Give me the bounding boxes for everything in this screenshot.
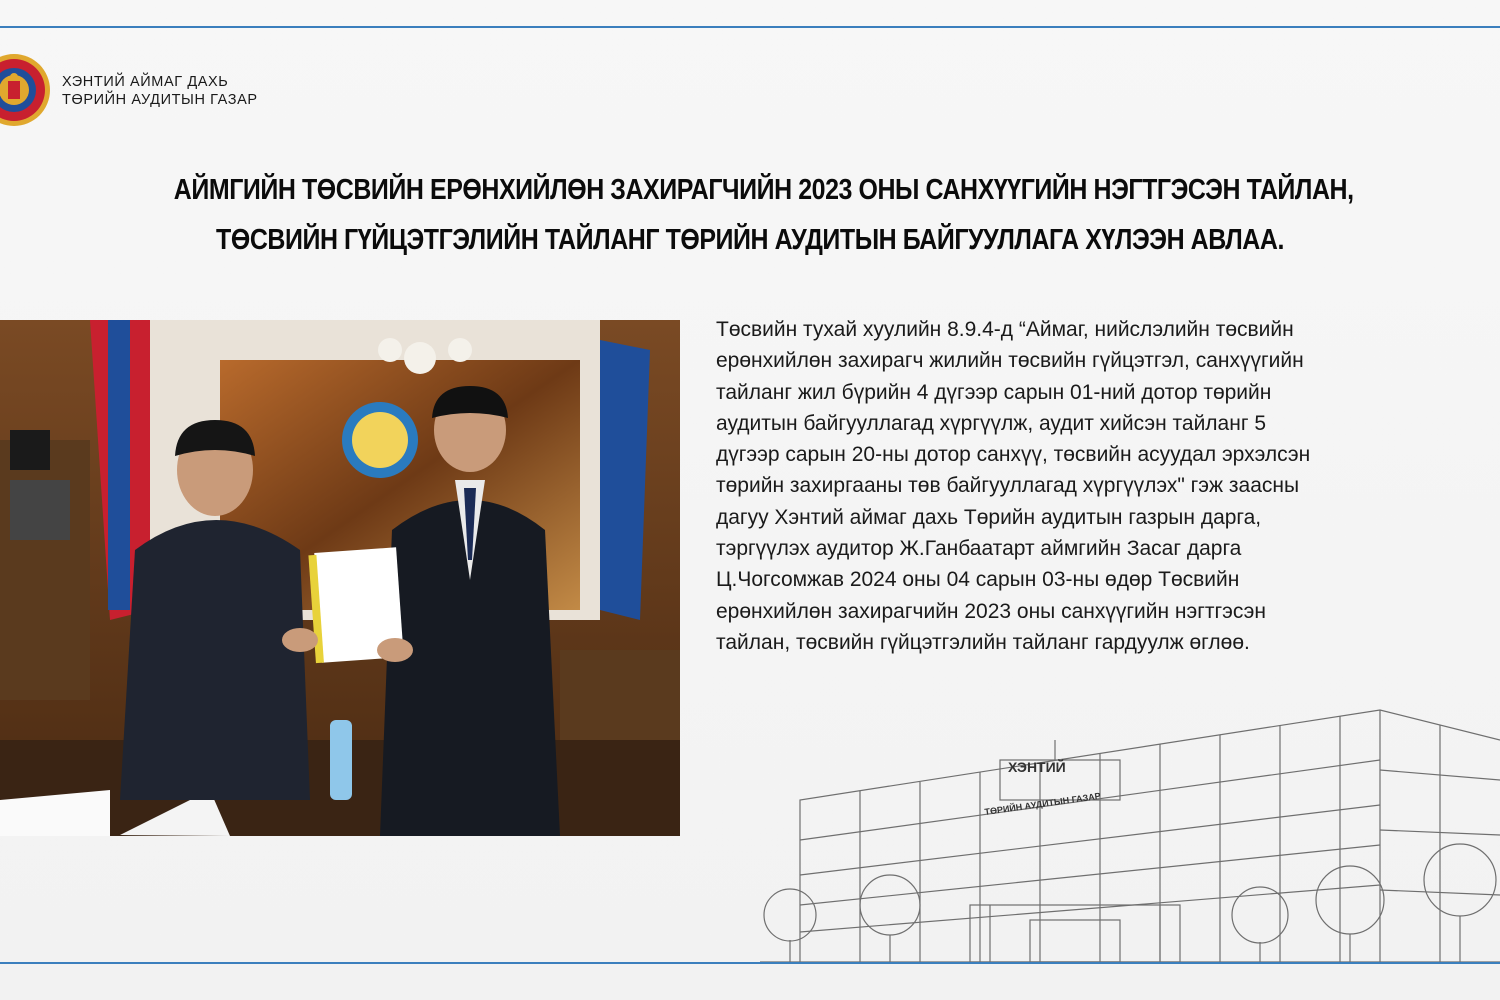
article-line: төрийн захиргааны төв байгууллагад хүргүүлэх" гэж заасны — [716, 474, 1300, 498]
building-sign-top: ХЭНТИЙ — [1008, 759, 1066, 775]
article-body — [716, 314, 1500, 658]
article-line: тайлан, төсвийн гүйцэтгэлийн тайланг гардуулж өглөө. — [716, 630, 1250, 654]
org-line-2: ТӨРИЙН АУДИТЫН ГАЗАР — [62, 92, 258, 108]
building-illustration — [760, 700, 1500, 970]
state-emblem-icon — [0, 50, 54, 130]
article-line: тэргүүлэх аудитор Ж.Ганбаатарт аймгийн Засаг дарга — [716, 537, 1242, 561]
article-line: Төсвийн тухай хуулийн 8.9.4-д “Аймаг, нийслэлийн төсвийн — [716, 318, 1294, 341]
org-line-1: ХЭНТИЙ АЙМАГ ДАХЬ — [62, 74, 229, 90]
article-line: дүгээр сарын 20-ны дотор санхүү, төсвийн асуудал эрхэлсэн — [716, 443, 1311, 467]
article-line: тайланг жил бүрийн 4 дүгээр сарын 01-ний дотор төрийн — [716, 380, 1272, 404]
ceremony-photo — [0, 320, 680, 836]
top-rule — [0, 26, 1500, 28]
article-line: Ц.Чогсомжав 2024 оны 04 сарын 03-ны өдөр Төсвийн — [716, 568, 1240, 592]
headline-line-2: ТӨСВИЙН ГҮЙЦЭТГЭЛИЙН ТАЙЛАНГ ТӨРИЙН АУДИТЫН БАЙГУУЛЛАГА ХҮЛЭЭН АВЛАА. — [216, 224, 1284, 256]
headline-line-1: АЙМГИЙН ТӨСВИЙН ЕРӨНХИЙЛӨН ЗАХИРАГЧИЙН 2023 ОНЫ САНХҮҮГИЙН НЭГТГЭСЭН ТАЙЛАН, — [173, 174, 1354, 206]
article-line: дагуу Хэнтий аймаг дахь Төрийн аудитын газрын дарга, — [716, 505, 1262, 529]
building-sign-bottom: ТӨРИЙН АУДИТЫН ГАЗАР — [983, 790, 1102, 817]
organization-name — [62, 73, 258, 109]
article-line: аудитын байгууллагад хүргүүлж, аудит хийсэн тайланг 5 — [716, 411, 1267, 435]
article-line: ерөнхийлөн захирагчийн 2023 оны санхүүгийн нэгтгэсэн — [716, 599, 1266, 623]
bottom-rule — [0, 962, 1500, 964]
article-line: ерөнхийлөн захирагч жилийн төсвийн гүйцэтгэл, санхүүгийн — [716, 349, 1304, 373]
